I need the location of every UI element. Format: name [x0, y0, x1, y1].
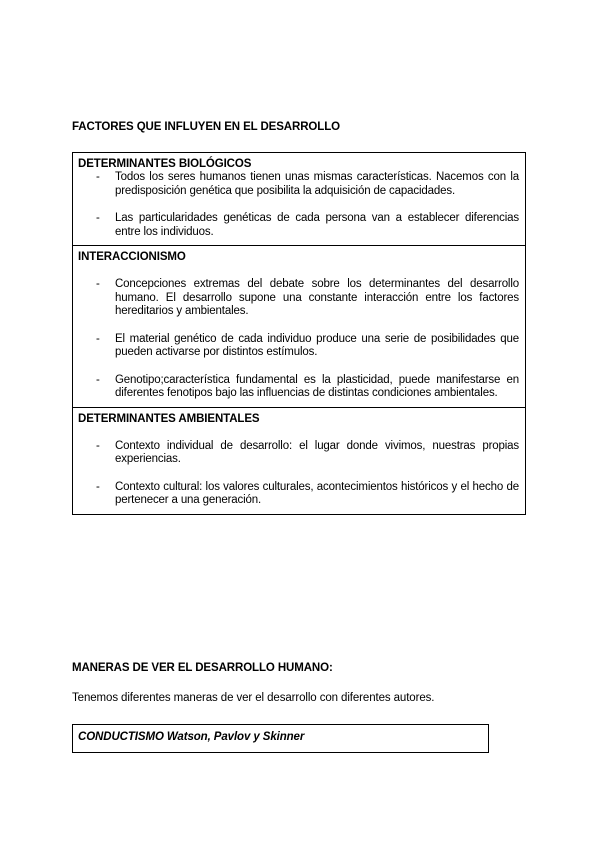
list-item-text: Contexto cultural: los valores culturales, acontecimientos históricos y el hecho de pertenecer a una generación. [115, 480, 519, 506]
list-item-text: Todos los seres humanos tienen unas mismas características. Nacemos con la predisposición genética que posibilita la adquisición de capacidades. [115, 171, 519, 197]
bullet-dash: - [96, 480, 100, 493]
section-biological [73, 153, 525, 246]
list-item [78, 440, 519, 467]
list-item-text: Genotipo;característica fundamental es la plasticidad, puede manifestarse en diferentes fenotipos bajo las influencias de distintas condiciones ambientales. [115, 373, 519, 399]
bullet-dash: - [96, 373, 100, 386]
bullet-dash: - [96, 332, 100, 345]
list-item [78, 171, 519, 198]
section-environmental [73, 408, 525, 514]
section-list [78, 440, 519, 508]
page-title: FACTORES QUE INFLUYEN EN EL DESARROLLO [72, 121, 340, 133]
list-item-text: Contexto individual de desarrollo: el lugar donde vivimos, nuestras propias experiencias. [115, 439, 519, 465]
factors-table [72, 152, 526, 515]
bullet-dash: - [96, 278, 100, 290]
section-title: DETERMINANTES AMBIENTALES [78, 412, 260, 425]
section-list [78, 278, 519, 401]
section-title: INTERACCIONISMO [78, 251, 186, 263]
section-list [78, 171, 519, 239]
section-interaccionismo [73, 246, 525, 408]
list-item-text: Concepciones extremas del debate sobre los determinantes del desarrollo humano. El desarrollo supone una constante interacción entre los factores hereditarios y ambientales. [115, 278, 519, 317]
section-title: DETERMINANTES BIOLÓGICOS [78, 158, 252, 170]
list-item [78, 481, 519, 508]
bullet-dash: - [96, 439, 100, 452]
bullet-dash: - [96, 212, 100, 224]
list-item [78, 278, 519, 319]
list-item-text: Las particularidades genéticas de cada persona van a establecer diferencias entre los individuos. [115, 212, 519, 238]
list-item [78, 333, 519, 360]
list-item [78, 374, 519, 401]
second-heading: MANERAS DE VER EL DESARROLLO HUMANO: [72, 662, 333, 674]
conductismo-box: CONDUCTISMO Watson, Pavlov y Skinner [72, 724, 489, 753]
bullet-dash: - [96, 171, 100, 183]
intro-paragraph: Tenemos diferentes maneras de ver el desarrollo con diferentes autores. [72, 692, 435, 704]
list-item-text: El material genético de cada individuo produce una serie de posibilidades que pueden activarse por distintos estímulos. [115, 332, 519, 358]
list-item [78, 212, 519, 239]
